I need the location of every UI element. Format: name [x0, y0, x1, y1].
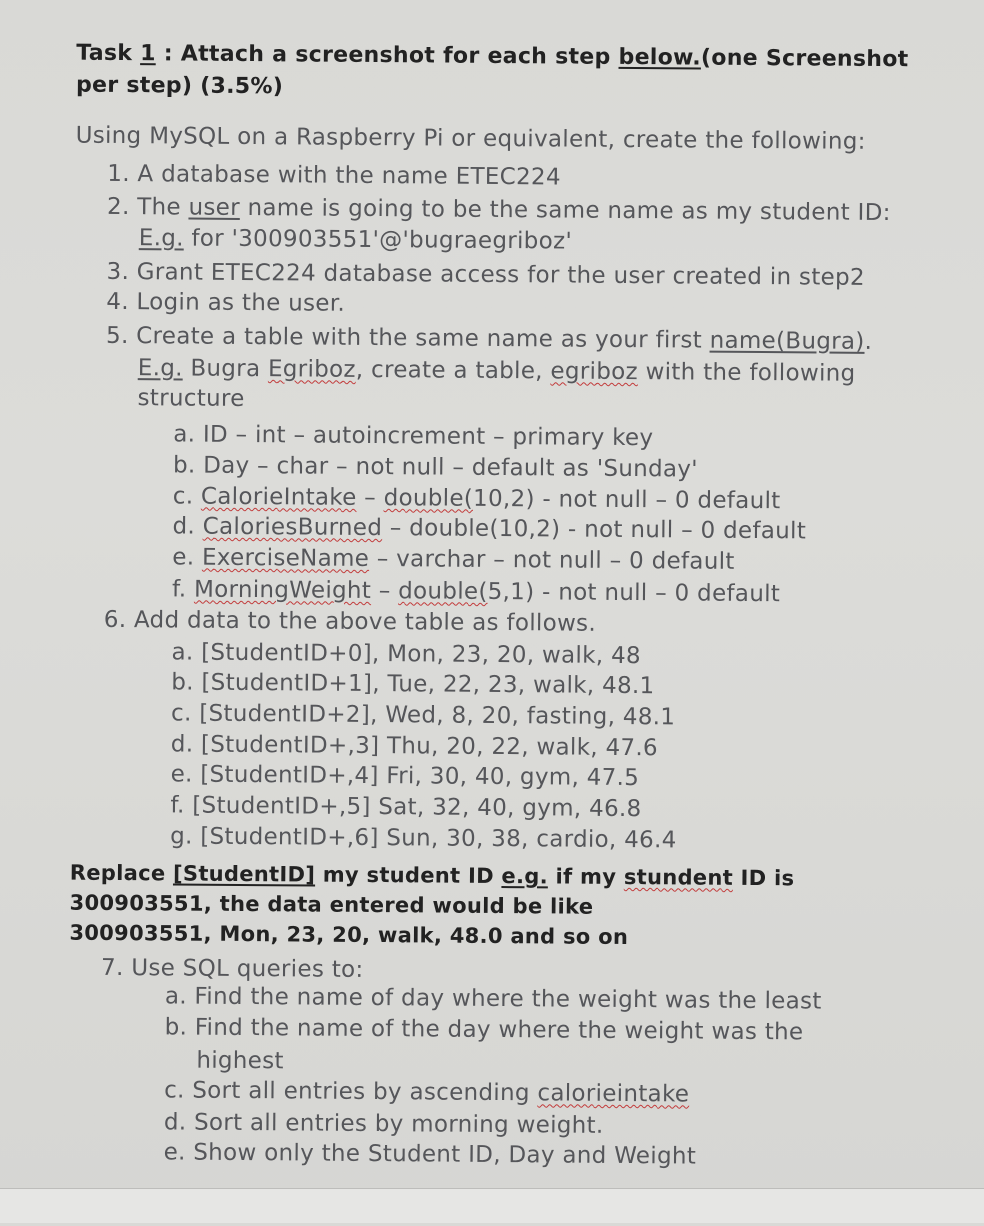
field-f-a: f.: [171, 576, 195, 603]
step-5-b: .: [864, 328, 873, 355]
field-c-a: c.: [172, 483, 202, 510]
step-2-user: user: [188, 194, 241, 221]
field-f-c: 5,1) - not null – 0 default: [487, 578, 781, 608]
step-1: 1. A database with the name ETEC224: [107, 160, 561, 191]
field-e-a: e.: [172, 544, 203, 571]
step-7: 7. Use SQL queries to:: [100, 954, 364, 983]
field-e: [172, 544, 735, 574]
field-e-b: – varchar – not null – 0 default: [369, 545, 735, 575]
step-3: 3. Grant ETEC224 database access for the user created in step2: [106, 258, 865, 291]
step-5-example: [138, 355, 856, 387]
step-5-structure: structure: [137, 385, 245, 412]
field-f-type: double(: [398, 578, 488, 605]
step-2-c: for '300903551'@'bugraegriboz': [183, 225, 573, 255]
query-d: d. Sort all entries by morning weight.: [163, 1109, 604, 1139]
step-2-eg: E.g.: [138, 225, 184, 252]
field-b: b. Day – char – not null – default as 'Sunday': [172, 452, 698, 483]
field-d-name: CaloriesBurned: [202, 513, 383, 542]
step-5-c: Bugra: [182, 355, 269, 383]
field-d-b: – double(10,2) - not null – 0 default: [382, 515, 807, 545]
replace-line-1: [70, 861, 795, 891]
step-5-egriboz-2: egriboz: [550, 358, 639, 386]
step-6: 6. Add data to the above table as follows.: [103, 606, 597, 637]
field-c-name: CalorieIntake: [200, 483, 357, 511]
replace-line-2: 300903551, the data entered would be like: [69, 890, 594, 919]
step-2-a: 2. The: [106, 193, 189, 221]
task-title-line-2: per step) (3.5%): [75, 72, 284, 100]
replace-c: if my: [547, 864, 624, 889]
step-2: [107, 194, 891, 226]
step-2-b: name is going to be the same name as my student ID:: [239, 194, 891, 227]
step-5-d: , create a table,: [355, 356, 551, 385]
step-5-egriboz-1: Egriboz: [267, 356, 356, 383]
query-b-2: highest: [196, 1047, 284, 1075]
query-c-word: calorieintake: [537, 1080, 690, 1108]
query-b-1: b. Find the name of the day where the weight was the: [164, 1014, 804, 1046]
replace-line-3: 300903551, Mon, 23, 20, walk, 48.0 and so on: [69, 920, 629, 950]
step-5-a: 5. Create a table with the same name as your first: [105, 322, 710, 354]
title-num: 1: [140, 41, 156, 67]
intro-text: Using MySQL on a Raspberry Pi or equivalent, create the following:: [75, 122, 866, 155]
data-row-f: f. [StudentID+,5] Sat, 32, 40, gym, 46.8: [170, 792, 642, 823]
field-c: [173, 483, 781, 514]
field-a: a. ID – int – autoincrement – primary key: [173, 421, 654, 452]
field-d: [172, 513, 806, 544]
document-bottom-edge: [0, 1188, 984, 1223]
replace-d: ID is: [732, 865, 795, 891]
replace-b: my student ID: [315, 862, 502, 889]
query-a: a. Find the name of day where the weight was the least: [164, 983, 822, 1015]
replace-a: Replace: [69, 860, 174, 886]
data-row-b: b. [StudentID+1], Tue, 22, 23, walk, 48.1: [171, 669, 655, 700]
field-d-a: d.: [172, 513, 203, 540]
step-5-name: name(Bugra): [709, 327, 865, 355]
data-row-d: d. [StudentID+,3] Thu, 20, 22, walk, 47.6: [170, 731, 659, 762]
step-2-example: [139, 225, 572, 254]
query-c: [164, 1077, 689, 1107]
title-prefix: Task: [76, 40, 141, 67]
title-below: below.: [618, 44, 702, 71]
field-e-name: ExerciseName: [201, 544, 370, 572]
data-row-a: a. [StudentID+0], Mon, 23, 20, walk, 48: [171, 639, 641, 670]
step-5-e: with the following: [637, 359, 856, 387]
query-e: e. Show only the Student ID, Day and Weight: [163, 1139, 697, 1170]
field-c-type: double(: [383, 485, 474, 512]
step-5-eg: E.g.: [137, 355, 183, 382]
field-c-b: –: [356, 484, 384, 512]
field-c-c: 10,2) - not null – 0 default: [473, 485, 781, 515]
data-row-e: e. [StudentID+,4] Fri, 30, 40, gym, 47.5: [170, 761, 640, 792]
data-row-c: c. [StudentID+2], Wed, 8, 20, fasting, 48.1: [170, 700, 676, 731]
task-title-line-1: [76, 41, 908, 73]
field-f-b: –: [371, 577, 399, 605]
field-f: [172, 576, 780, 607]
replace-stundent: stundent: [623, 864, 734, 890]
data-row-g: g. [StudentID+,6] Sun, 30, 38, cardio, 46.4: [170, 823, 677, 854]
replace-eg: e.g.: [501, 864, 549, 889]
title-paren: (one Screenshot: [700, 45, 909, 73]
query-c-a: c. Sort all entries by ascending: [164, 1077, 538, 1107]
step-5: [106, 323, 872, 355]
title-colon: : Attach a screenshot for each step: [155, 41, 619, 70]
replace-sid: [StudentID]: [172, 861, 316, 887]
step-4: 4. Login as the user.: [106, 288, 346, 317]
field-f-name: MorningWeight: [193, 576, 372, 604]
